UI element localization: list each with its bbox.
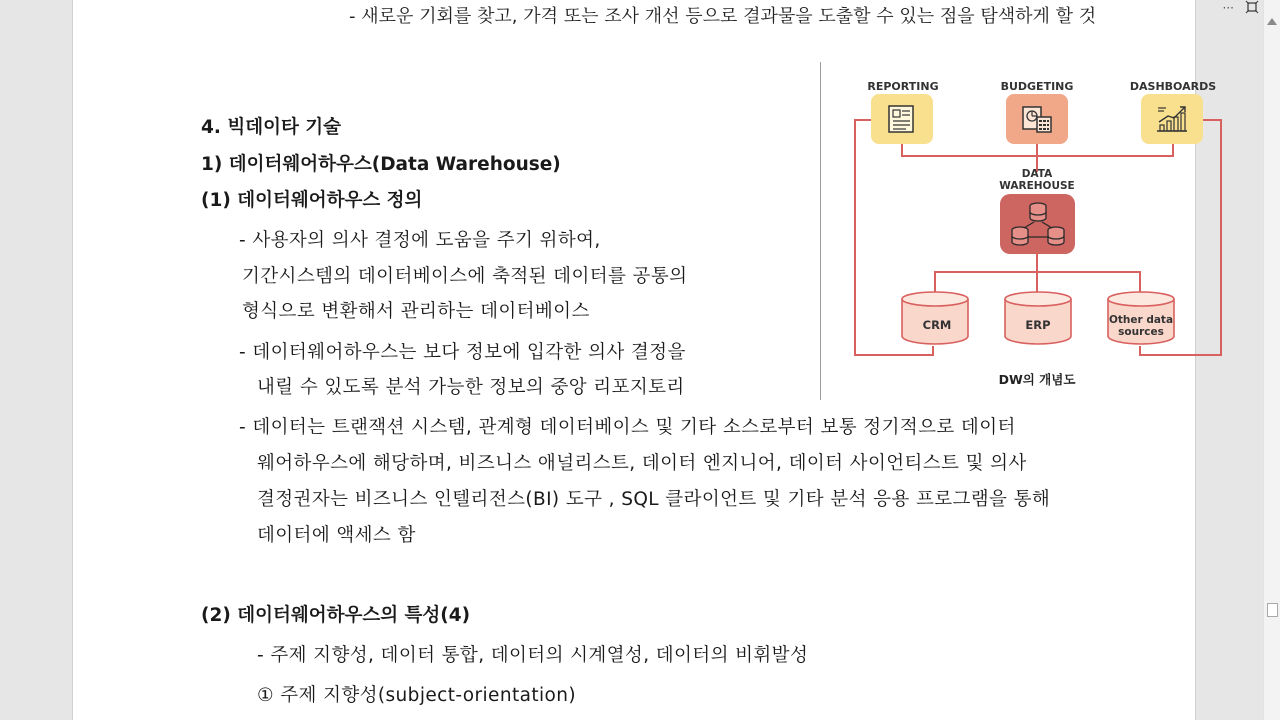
warehouse-label-line1: DATA xyxy=(1021,168,1053,180)
definition-line: 기간시스템의 데이터베이스에 축적된 데이터를 공통의 xyxy=(242,266,688,287)
definition-line: - 데이터웨어하우스는 보다 정보에 입각한 의사 결정을 xyxy=(239,342,686,363)
window-controls xyxy=(1198,0,1258,16)
erp-label: ERP xyxy=(1025,318,1051,332)
budget-calculator-icon xyxy=(1020,104,1054,134)
paragraph-line: 웨어하우스에 해당하며, 비즈니스 애널리스트, 데이터 엔지니어, 데이터 사이언티스트 및 의사 xyxy=(257,453,1027,474)
vertical-scrollbar[interactable] xyxy=(1263,0,1280,720)
paragraph-line: 데이터에 액세스 함 xyxy=(257,525,416,546)
budgeting-label: BUDGETING xyxy=(1000,80,1074,93)
dw-concept-diagram xyxy=(843,72,1233,392)
crm-label: CRM xyxy=(922,318,952,332)
paragraph-line: - 데이터는 트랜잭션 시스템, 관계형 데이터베이스 및 기타 소스로부터 보통 정기적으로 데이터 xyxy=(239,417,1016,438)
scrollbar-thumb[interactable] xyxy=(1267,603,1278,617)
more-horizontal-icon[interactable]: ··· xyxy=(1222,1,1234,15)
bar-chart-trend-icon xyxy=(1154,104,1190,134)
warehouse-label-line2: WAREHOUSE xyxy=(999,180,1075,192)
reporting-label: REPORTING xyxy=(867,80,939,93)
other-sources-label: Other data sources xyxy=(1108,314,1174,338)
diagram-caption: DW의 개념도 xyxy=(998,372,1076,387)
definition-title: (1) 데이터웨어하우스 정의 xyxy=(201,190,423,211)
data-warehouse-box xyxy=(1000,194,1075,254)
scroll-up-arrow-icon[interactable] xyxy=(1267,18,1277,25)
section-title: 4. 빅데이타 기술 xyxy=(201,117,342,138)
database-network-icon xyxy=(1008,200,1068,248)
dashboards-icon-box xyxy=(1141,94,1203,144)
budgeting-icon-box xyxy=(1006,94,1068,144)
report-document-icon xyxy=(886,104,918,134)
feature-title: (2) 데이터웨어하우스의 특성(4) xyxy=(201,605,471,626)
document-page xyxy=(72,0,1217,720)
paragraph-line: 결정권자는 비즈니스 인텔리전스(BI) 도구 , SQL 클라이언트 및 기타 분석 응용 프로그램을 통해 xyxy=(257,489,1051,510)
dashboards-label: DASHBOARDS xyxy=(1129,80,1217,93)
reporting-icon-box xyxy=(871,94,933,144)
feature-summary: - 주제 지향성, 데이터 통합, 데이터의 시계열성, 데이터의 비휘발성 xyxy=(257,645,809,666)
definition-line: 형식으로 변환해서 관리하는 데이터베이스 xyxy=(242,301,590,322)
feature-item: ① 주제 지향성(subject-orientation) xyxy=(257,685,577,706)
clipped-text-line: - 새로운 기회를 찾고, 가격 또는 조사 개선 등으로 결과물을 도출할 수 있는 점을 탐색하게 할 것 xyxy=(349,6,1097,27)
subsection-title: 1) 데이터웨어하우스(Data Warehouse) xyxy=(201,154,561,175)
column-divider xyxy=(820,62,821,400)
definition-line: 내릴 수 있도록 분석 가능한 정보의 중앙 리포지토리 xyxy=(257,377,685,398)
definition-line: - 사용자의 의사 결정에 도움을 주기 위하여, xyxy=(239,230,601,251)
fit-page-icon[interactable] xyxy=(1246,1,1258,16)
